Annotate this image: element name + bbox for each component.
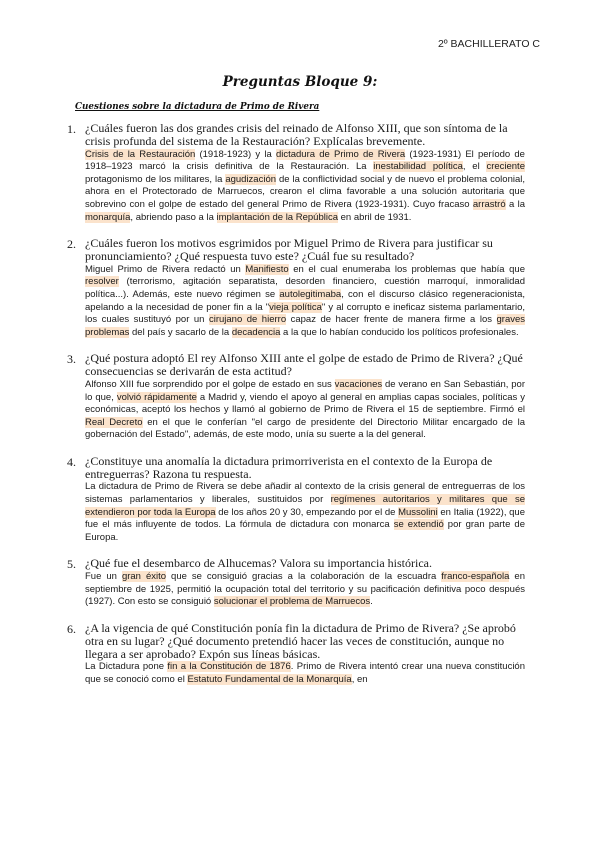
question-number: 4. (67, 454, 76, 469)
question-item (67, 351, 526, 442)
question-number: 2. (67, 237, 76, 252)
highlighted-text: implantación de la República (216, 211, 338, 223)
answer-run: en Italia (1922), que fue el más influyente de todos. La fórmula de dictadura con monarca (85, 506, 525, 531)
answer-run: La Dictadura pone (85, 661, 168, 673)
answer-run: en el que le conferían "el cargo de presidente del Directorio Militar encargado de la gobernación del Estado", además, de este modo, unía su suerte a la del general. (85, 416, 525, 441)
answer-run: en el cual enumeraba los problemas que había que (288, 263, 525, 275)
answer-run: capaz de hacer frente de manera firme a los (286, 314, 497, 326)
answer-run: protagonismo de los militares, la (85, 173, 226, 185)
highlighted-text: arrastró (472, 198, 506, 210)
question-number: 5. (67, 557, 76, 572)
highlighted-text: vacaciones (334, 378, 383, 390)
highlighted-text: Real Decreto (85, 416, 143, 428)
highlighted-text: Manifiesto (245, 263, 289, 275)
highlighted-text: regímenes autoritarios y militares que se extendieron por toda la Europa (85, 494, 525, 518)
answer-text (85, 661, 525, 686)
answer-run: por gran parte de Europa. (85, 519, 525, 543)
answer-run: a la (505, 198, 525, 210)
answer-run: " y al corrupto e ineficaz sistema parlamentario, los cuales sustituyó por un (85, 301, 525, 326)
answer-run: en septiembre de 1925, permitió la ocupación total del territorio y su pacificación definitiva poco después (1927). Con esto se consiguió (85, 571, 525, 608)
highlighted-text: gran éxito (121, 571, 167, 583)
answer-run: , el (462, 161, 487, 173)
highlighted-text: Estatuto Fundamental de la Monarquía (187, 674, 352, 685)
highlighted-text: vieja política (269, 301, 322, 313)
answer-run: , en (351, 674, 368, 685)
answer-run: . (370, 596, 373, 608)
answer-run: Miguel Primo de Rivera redactó un (85, 263, 246, 275)
question-text: ¿A la vigencia de qué Constitución ponía fin la dictadura de Primo de Rivera? ¿Se aprobó otra en su lugar? ¿Qué documento pretendió hacer las veces de constitución, aunque no llegara a ser aprobado? Expón sus líneas básicas. (85, 621, 516, 661)
answer-text (85, 264, 525, 340)
question-number: 3. (67, 352, 76, 367)
course-label: 2º BACHILLERATO C (437, 38, 540, 50)
question-item (67, 453, 525, 545)
answer-run: Fue un (85, 571, 122, 583)
answer-run: (1923-1931) El período de 1918–1923 marcó la crisis definitiva de la Restauración. La (85, 148, 525, 173)
answer-run: , con el discurso clásico regeneracionista, apelando a la necesidad de poner fin a la " (85, 288, 525, 313)
highlighted-text: graves problemas (85, 314, 526, 338)
highlighted-text: se extendió (393, 519, 444, 531)
highlighted-text: creciente (486, 161, 525, 173)
highlighted-text: Crisis de la Restauración (85, 148, 196, 160)
question-number: 1. (67, 122, 76, 136)
answer-run: (1918-1923) y la (195, 148, 276, 160)
highlighted-text: fin a la Constitución de 1876 (167, 661, 291, 673)
answer-run: de los años 20 y 30, empezando por el de (215, 506, 399, 518)
answer-run: en abril de 1931. (337, 211, 412, 223)
highlighted-text: autolegitimaba (279, 288, 342, 300)
question-text: ¿Constituye una anomalía la dictadura primorriverista en el contexto de la Europa de entreguerras? Razona tu respuesta. (85, 453, 493, 481)
answer-run: , abriendo paso a la (130, 211, 217, 223)
highlighted-text: Mussolini (398, 506, 438, 518)
answer-run: La dictadura de Primo de Rivera se debe añadir al contexto de la crisis general de entreguerras de los sistemas parlamentarios y liberales, sustituidos por (85, 481, 525, 506)
answer-text (85, 481, 525, 544)
question-item (67, 556, 525, 609)
answer-run: Alfonso XIII fue sorprendido por el golpe de estado en sus (85, 378, 335, 390)
highlighted-text: inestabilidad política (373, 161, 463, 173)
answer-run: de verano en San Sebastián, por lo que, (85, 378, 525, 403)
answer-run: . Primo de Rivera intentó crear una nueva constitución que se conoció como el (85, 661, 526, 685)
question-text: ¿Qué fue el desembarco de Alhucemas? Valora su importancia histórica. (85, 556, 432, 571)
question-text: ¿Cuáles fueron las dos grandes crisis del reinado de Alfonso XIII, que son síntoma de la crisis profunda del sistema de la Restauración? Explícalas brevemente. (85, 121, 508, 148)
question-text: ¿Cuáles fueron los motivos esgrimidos por Miguel Primo de Rivera para justificar su pronunciamiento? ¿Qué respuesta tuvo este? ¿Cuál fue su resultado? (85, 236, 493, 263)
question-number: 6. (67, 622, 76, 637)
highlighted-text: monarquía (85, 211, 131, 223)
highlighted-text: franco-española (441, 571, 510, 583)
question-list (67, 121, 526, 700)
highlighted-text: resolver (85, 276, 119, 288)
answer-text (85, 149, 525, 225)
highlighted-text: volvió rápidamente (116, 391, 197, 403)
question-item (67, 121, 525, 224)
answer-run: a la que lo habían conducido los políticos profesionales. (280, 326, 519, 338)
question-text: ¿Qué postura adoptó El rey Alfonso XIII ante el golpe de estado de Primo de Rivera? ¿Qué consecuencias se derivarán de esta actitud? (85, 351, 523, 379)
highlighted-text: agudización (225, 173, 277, 185)
answer-text (85, 571, 525, 609)
highlighted-text: dictadura de Primo de Rivera (275, 148, 406, 160)
answer-run: a Madrid y, viendo el apoyo al general en amplias capas sociales, políticas y económicas, aceptó los hechos y llamó al gobierno de Primo de Rivera el 15 de septiembre. Firmó el (85, 391, 526, 416)
answer-run: del país y sacarlo de la (129, 326, 232, 338)
question-item (67, 621, 526, 687)
highlighted-text: decadencia (231, 326, 281, 338)
highlighted-text: cirujano de hierro (208, 314, 287, 326)
answer-text (85, 379, 525, 442)
question-item (67, 236, 526, 339)
answer-run: de la conflictividad social y de nuevo el problema colonial, ahora en el Protectorado de Marruecos, crearon el clima favorable a una solución autoritaria que sobrevino con el golpe de estado del general Primo de Rivera (1923-1931). Cuyo fracaso (85, 173, 525, 210)
section-heading: Cuestiones sobre la dictadura de Primo de Rivera (75, 102, 320, 112)
highlighted-text: solucionar el problema de Marruecos (213, 596, 371, 608)
page-title: Preguntas Bloque 9: (222, 74, 378, 90)
answer-run: (terrorismo, agitación separatista, desorden financiero, cuestión marroquí, inmoralidad política...). Además, este nuevo régimen se (85, 276, 525, 300)
answer-run: que se consiguió gracias a la colaboración de la escuadra (166, 571, 442, 583)
